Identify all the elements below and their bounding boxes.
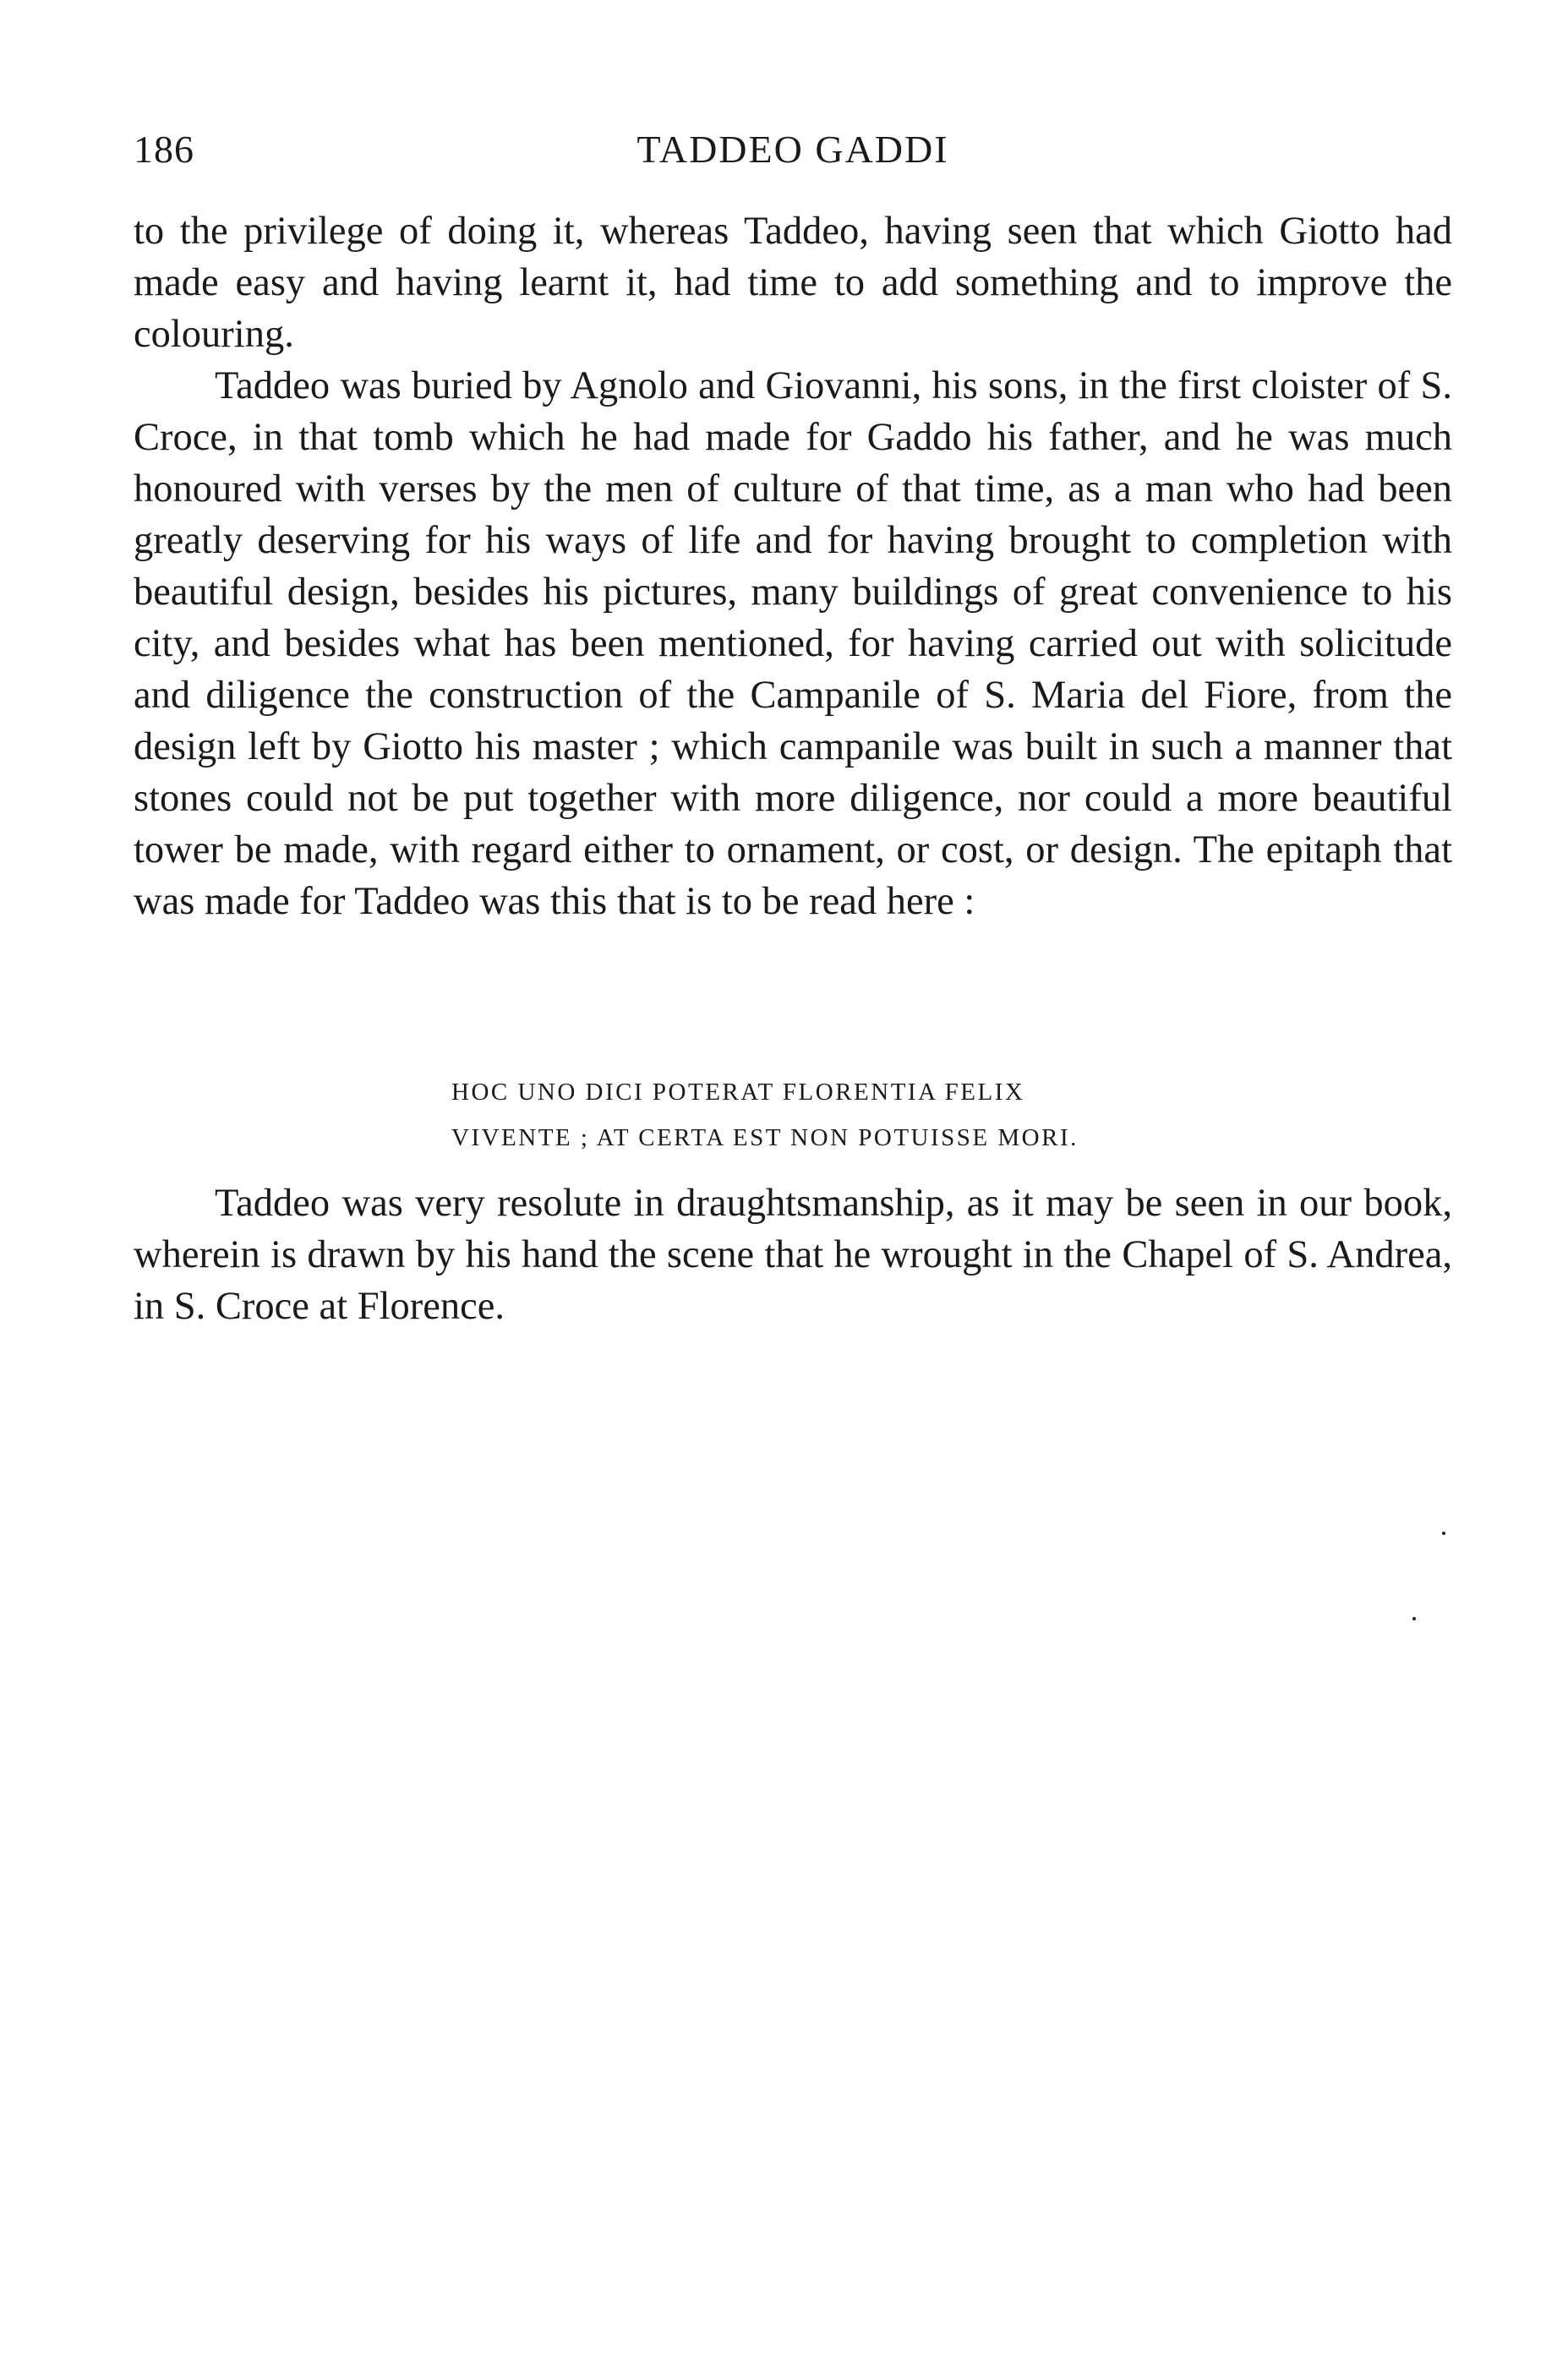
print-speck xyxy=(1442,1532,1445,1535)
body-text xyxy=(134,205,1452,927)
paragraph-burial: Taddeo was buried by Agnolo and Giovanni, his sons, in the first cloister of S. Croce, in that tomb which he had made for Gaddo his father, and he was much honoured with verses by the men of culture of that time, as a man who had been greatly deserving for his ways of life and for having brought to completion with beautiful design, besides his pictures, many buildings of great convenience to his city, and besides what has been mentioned, for having carried out with solicitude and diligence the construction of the Campanile of S. Maria del Fiore, from the design left by Giotto his master ; which campanile was built in such a manner that stones could not be put together with more diligence, nor could a more beautiful tower be made, with regard either to ornament, or cost, or design. The epitaph that was made for Taddeo was this that is to be read here : xyxy=(134,364,1452,923)
print-speck xyxy=(1412,1617,1416,1620)
epitaph-line-2: VIVENTE ; AT CERTA EST NON POTUISSE MORI. xyxy=(451,1124,1079,1151)
paragraph-draughtsmanship: Taddeo was very resolute in draughtsmanship, as it may be seen in our book, wherein is drawn by his hand the scene that he wrought in the Chapel of S. Andrea, in S. Croce at Florence. xyxy=(134,1182,1452,1328)
paragraph-continuation: to the privilege of doing it, whereas Taddeo, having seen that which Giotto had made easy and having learnt it, had time to add something and to improve the colouring. xyxy=(134,210,1452,356)
running-head xyxy=(134,127,1452,186)
epitaph-line-1: HOC UNO DICI POTERAT FLORENTIA FELIX xyxy=(451,1079,1025,1106)
running-title: TADDEO GADDI xyxy=(636,128,949,171)
closing-text xyxy=(134,1177,1452,1332)
page-number: 186 xyxy=(134,128,194,171)
epitaph-block xyxy=(451,1069,1079,1161)
